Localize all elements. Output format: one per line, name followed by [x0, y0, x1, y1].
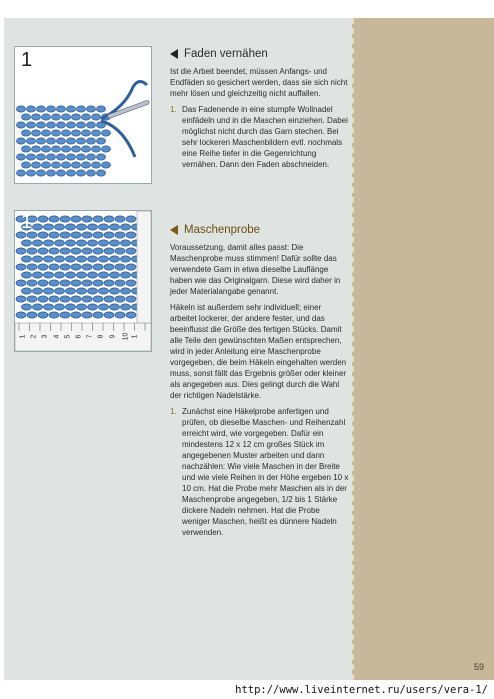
ruler-label: 9	[109, 334, 117, 339]
ruler-label: 8	[97, 334, 105, 339]
step-text: Das Fadenende in eine stumpfe Wollnadel einfädeln und in die Maschen einziehen. Dabei möglichst nicht durch das Garn stechen. Bei sehr lockeren Maschenbildern evtl. nochmals eine Reihe tiefer in die Gegenrichtung vernähen. Dann den Faden abschneiden.	[182, 105, 348, 169]
ruler-label: 3	[41, 334, 49, 339]
footer-url: http://www.liveinternet.ru/users/vera-1/	[235, 684, 488, 696]
step-text: Zunächst eine Häkelprobe anfertigen und prüfen, ob dieselbe Maschen- und Reihenzahl erreicht wird, wie vorgegeben. Dafür ein mindestens 12 x 12 cm großes Stück im angegebenen Muster arbeiten und dann nachzählen: Wie viele Maschen in der Breite und wie viele Reihen in der Höhe ergeben 10 x 10 cm. Hat die Probe mehr Maschen als in der Maschenprobe angegeben, 1/2 bis 1 Stärke dickere Nadeln nehmen. Hat die Probe weniger Maschen, heißt es dünnere Nadeln verwenden.	[182, 407, 349, 537]
illustration-gauge-swatch	[14, 210, 152, 352]
ruler-label: 4	[53, 334, 61, 339]
paragraph: Häkeln ist außerdem sehr individuell; einer arbeitet lockerer, der andere fester, und das beeinflusst die Größe des fertigen Stücks. Damit alle Teile den gewünschten Maßen entsprechen, wird in jeder Anleitung eine Maschenprobe vorgegeben, die beim Häkeln eingehalten werden muss, sonst fällt das Ergebnis größer oder kleiner als angegeben aus. Dies gelingt durch die Wahl der richtigen Nadelstärke.	[170, 303, 347, 400]
ruler-labels	[15, 331, 151, 349]
paragraph: Voraussetzung, damit alles passt: Die Maschenprobe muss stimmen! Dafür sollte das verwendete Garn in etwa dieselbe Lauflänge haben wie das Originalgarn. Diese wird daher in jeder Materialangabe genannt.	[170, 243, 341, 296]
illustration-number: 1	[21, 49, 33, 71]
illustration-weaving-in-ends	[14, 46, 152, 184]
list-item	[170, 104, 350, 170]
arrow-left-icon	[170, 49, 178, 59]
decorative-side-band	[352, 18, 494, 680]
ruler-label: 10	[122, 332, 130, 341]
ruler-label: 6	[75, 334, 83, 339]
page-number: 59	[473, 662, 484, 672]
section-maschenprobe	[170, 224, 350, 543]
list-item	[170, 406, 350, 538]
book-page	[4, 18, 492, 680]
section-heading: Faden vernähen	[170, 48, 350, 60]
step-number: 1.	[170, 105, 177, 114]
gauge-swatch-grid	[15, 211, 151, 351]
ruler-label: 5	[64, 334, 72, 339]
step-number: 1.	[170, 407, 177, 416]
section-heading: Maschenprobe	[170, 224, 350, 236]
illustration-number: 1	[21, 211, 33, 233]
ruler-label: 2	[30, 334, 38, 339]
section-faden-vernaehen	[170, 48, 350, 175]
intro-paragraph: Ist die Arbeit beendet, müssen Anfangs- und Endfäden so gesichert werden, dass sie sich nicht mehr lösen und gleichzeitig nicht auffallen.	[170, 67, 348, 98]
arrow-left-icon	[170, 225, 178, 235]
ruler-label: 1	[131, 334, 139, 339]
crochet-fabric-with-needle	[15, 47, 151, 183]
ruler-label: 1	[19, 334, 27, 339]
ruler-label: 7	[86, 334, 94, 339]
